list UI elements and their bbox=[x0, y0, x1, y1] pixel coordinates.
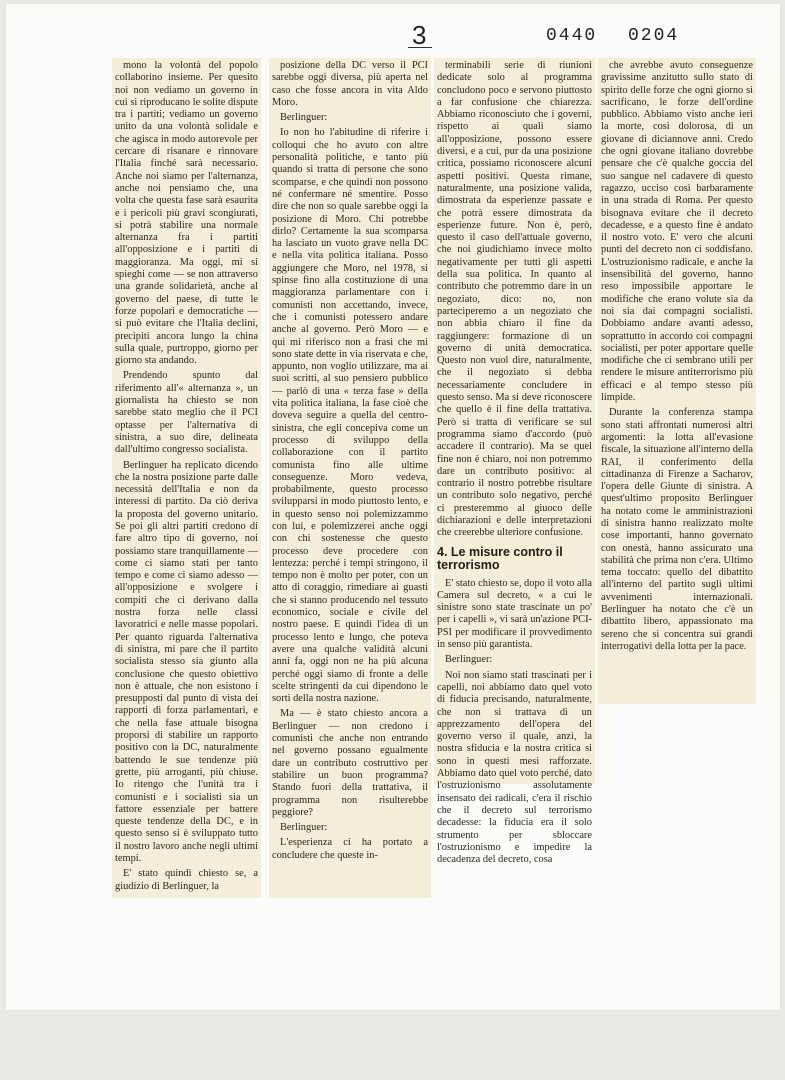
archive-code-left: 0440 bbox=[546, 26, 598, 46]
paragraph: che avrebbe avuto conseguenze gravissime anzitutto sullo stato di spirito delle forze che ogni giorno si sacrificano, le forze dell'ordine pubblico. Abbiamo visto anche ieri la morte, così dolorosa, di un giovane di diciannove anni. Credo che ogni giovane italiano dovrebbe pensare che c'è qualche goccia del suo sangue nel cadavere di questo ragazzo, ucciso così barbaramente in una strada di Roma. Per questo bisognava evitare che il decreto decadesse, e a questo fine è andato il nostro voto. E' vero che alcuni punti del decreto non ci soddisfano. L'ostruzionismo radicale, e anche la insensibilità del governo, hanno reso impossibile apportare le modifiche che erano volute sia da noi sia dai compagni socialisti. Dobbiamo andare avanti adesso, soprattutto in accordo coi compagni socialisti, per poter apportare quelle modifiche che ci sembrano utili per rendere le misure antiterrorismo più efficaci e al tempo stesso più limpide. bbox=[601, 60, 753, 404]
paragraph: mono la volontà del popolo collaborino insieme. Per quesito noi non vediamo un governo in cui si riproducano le solite dispute tra i partiti; vediamo un governo unito da una volontà solidale e che agisca in modo autorevole per cercare di risanare e rinnovare l'Italia finché sarà necessario. Anche noi siamo per l'alternanza, anche noi pensiamo che, una volta che questa fase sarà esaurita e i pericoli più gravi scongiurati, si potrà stabilire una normale alternanza fra i partiti all'opposizione e i partiti di maggioranza. Ma oggi, mi si spieghi come — se non attraverso una grande solidarietà, anche al governo del paese, di tutte le forze popolari e democratiche — si può evitare che l'Italia declini, precipiti ancora lungo la china sulla quale, purtroppo, giorno per giorno sta andando. bbox=[115, 60, 258, 367]
speaker-label: Berlinguer: bbox=[445, 654, 493, 666]
newspaper-column-4 bbox=[598, 58, 756, 704]
archive-code-right: 0204 bbox=[628, 26, 680, 46]
section-heading: 4. Le misure contro il terrorismo bbox=[437, 544, 563, 572]
speaker-label: Berlinguer: bbox=[280, 822, 328, 834]
paragraph: posizione della DC verso il PCI sarebbe oggi diversa, più aperta nel caso che fosse ancora in vita Aldo Moro. bbox=[272, 60, 428, 108]
paragraph: E' stato chiesto se, dopo il voto alla Camera sul decreto, « a cui le sinistre sono state trascinate un po' per i capelli », vi sarà un'azione PCI-PSI per modificare il provvedimento in senso più garantista. bbox=[437, 577, 592, 651]
paragraph: Noi non siamo stati trascinati per i capelli, noi abbiamo dato quel voto di fiducia precisando, naturalmente, che non si trattava di un apprezzamento dell'opera del governo verso il quale, anzi, la nostra sfiducia e la nostra critica si sono in questi mesi rafforzate. Abbiamo dato quel voto perché, dato l'ostruzionismo assolutamente insensato dei radicali, c'era il rischio che il decreto sul terrorismo decadesse: la fiducia era il solo strumento per sbloccare l'ostruzionismo e impedire la decadenza del decreto, cosa bbox=[437, 669, 592, 866]
scanned-page bbox=[6, 4, 780, 1010]
paragraph: terminabili serie di riunioni dedicate solo al programma concludono poco e servono piuttosto a far confusione che chiarezza. Abbiamo riconosciuto che i governi, rispetto ai quali siamo all'opposizione, possono essere diversi, e a cui, pur da una posizione critica, possiamo riconoscere alcuni aspetti positivi. Questa rimane, naturalmente, una posizione valida, dimostrata da esperienze passate e che potrà essere dimostrata da esperienze future. Non è, però, questo il caso dell'attuale governo, che noi giudichiamo invece molto negativamente per tutti gli aspetti della sua politica. In quanto al contributo che potremmo dare in un negoziato, dico: no, non parteciperemo a un negoziato che non abbia chiaro il fine da raggiungere: formazione di un governo di unità democratica. Questo non vuol dire, naturalmente, che il negoziato si debba necessariamente concludere in questo senso. Ma si deve riconoscere che quello è il fine della trattativa. Però si tratta di verificare se sul programma siamo d'accordo (può accadere il contrario). Ma se quel fine non è chiaro, noi non potremmo dare un contributo positivo: al contrario il nostro potrebbe risultare un contributo solo negativo, perché ci presteremmo al giuoco delle dichiarazioni e delle interpretazioni che creerebbe ulteriore confusione. bbox=[437, 60, 592, 539]
speaker-label: Berlinguer: bbox=[280, 112, 328, 124]
paragraph: E' stato quindi chiesto se, a giudizio di Berlinguer, la bbox=[115, 868, 258, 892]
paragraph: Io non ho l'abitudine di riferire i colloqui che ho avuto con altre personalità politiche, e tanto più quando si tratta di persone che sono scomparse, e che quindi non possono né confermare né smentire. Posso dire che non so quale sarebbe oggi la posizione di Moro. Chi potrebbe dirlo? Certamente la sua scomparsa ha lasciato un vuoto grave nella DC e nella vita politica italiana. Posso aggiungere che Moro, nel 1978, si spinse fino alla costituzione di una maggioranza parlamentare con i comunisti non accettando, invece, che i comunisti potessero andare anche al governo. Però Moro — e qui mi riferisco non a frasi che mi sono state dette in via riservata e che, appunto, non voglio utilizzare, ma ai suoi scritti, al suo pensiero pubblico — parlò di una « terza fase » della vita politica italiana, la fase cioè che doveva seguire a quella del centro-sinistra, che egli concepiva come un processo di sviluppo della collaborazione con il partito comunista fino alle ultime conseguenze. Moro vedeva, probabilmente, questo processo svilupparsi in modo piuttosto lento, e in questo senso noi polemizzammo con lui, e polemizzerei anche oggi con chi sostenesse che questo processo deve procedere con lentezza: perché i tempi stringono, il tempo non è molto per poter, con un atto di coraggio, rimediare ai guasti che si stanno producendo nel tessuto economico, sociale e civile del nostro paese. E quindi l'idea di un processo lento e lungo, che poteva avere una qualche validità alcuni anni fa, oggi non ne ha più alcuna perché oggi siamo di fronte a delle scelte stringenti da cui dipendono le sorti della nostra nazione. bbox=[272, 127, 428, 705]
paragraph: Prendendo spunto dal riferimento all'« alternanza », un giornalista ha chiesto se non sarebbe stato meglio che il PCI optasse per l'alternativa di sinistra, a suo dire, delineata dall'ultimo congresso socialista. bbox=[115, 370, 258, 456]
paragraph: Ma — è stato chiesto ancora a Berlinguer — non credono i comunisti che anche non entrando nel governo possano egualmente dare un contributo costruttivo per stabilire un buon programma? Stando fuori della trattativa, il programma non risulterebbe peggiore? bbox=[272, 708, 428, 818]
paragraph: Durante la conferenza stampa sono stati affrontati numerosi altri argomenti: la lotta all'evasione fiscale, la situazione all'interno della RAI, il conferimento della cittadinanza di Firenze a Sacharov, l'opera delle Giunte di sinistra. A quest'ultimo proposito Berlinguer ha notato come le amministrazioni di sinistra hanno realizzato molte cose importanti, hanno governato con onestà, hanno assicurato una stabilità che prima non c'era. Ultimo tema toccato: quello del dibattito all'interno del partito sugli ultimi avvenimenti internazionali. Berlinguer ha notato che c'è un dibattito libero, appassionato ma sereno che si concentra sui grandi interrogativi della lotta per la pace. bbox=[601, 407, 753, 652]
page-number: 3 bbox=[412, 20, 427, 50]
newspaper-column-1 bbox=[112, 58, 261, 898]
newspaper-column-3 bbox=[434, 58, 595, 866]
paragraph: L'esperienza ci ha portato a concludere che queste in- bbox=[272, 837, 428, 861]
newspaper-column-2 bbox=[269, 58, 431, 898]
paragraph: Berlinguer ha replicato dicendo che la nostra posizione parte dalle necessità dell'Italia e non da interessi di partito. Da ciò deriva la proposta del governo unitario. Se poi gli altri partiti credono di fare altro tipo di governo, noi possiamo stare tranquillamente — come ci siamo stati per tanto tempo e come ci siamo adesso — all'opposizione e svolgere i compiti che ci derivano dalla nostra forza nelle classi lavoratrici e nelle masse popolari. Per quanto riguarda l'alternativa di sinistra, mi pare che il partito socialista stesso sia giunto alla conclusione che questo obiettivo non è attuale, che non esistono i presupposti dal punto di vista dei rapporti di forza parlamentari, e che nella fase attuale bisogna proporsi di stabilire un rapporto positivo con la DC, naturalmente battendo le sue tendenze più grette, più arroganti, più chiuse. Io ritengo che l'unità tra i comunisti e i socialisti sia un fattore essenziale per battere queste tendenze della DC, e in questo senso si è sviluppato tutto il nostro lavoro anche negli ultimi tempi. bbox=[115, 459, 258, 864]
